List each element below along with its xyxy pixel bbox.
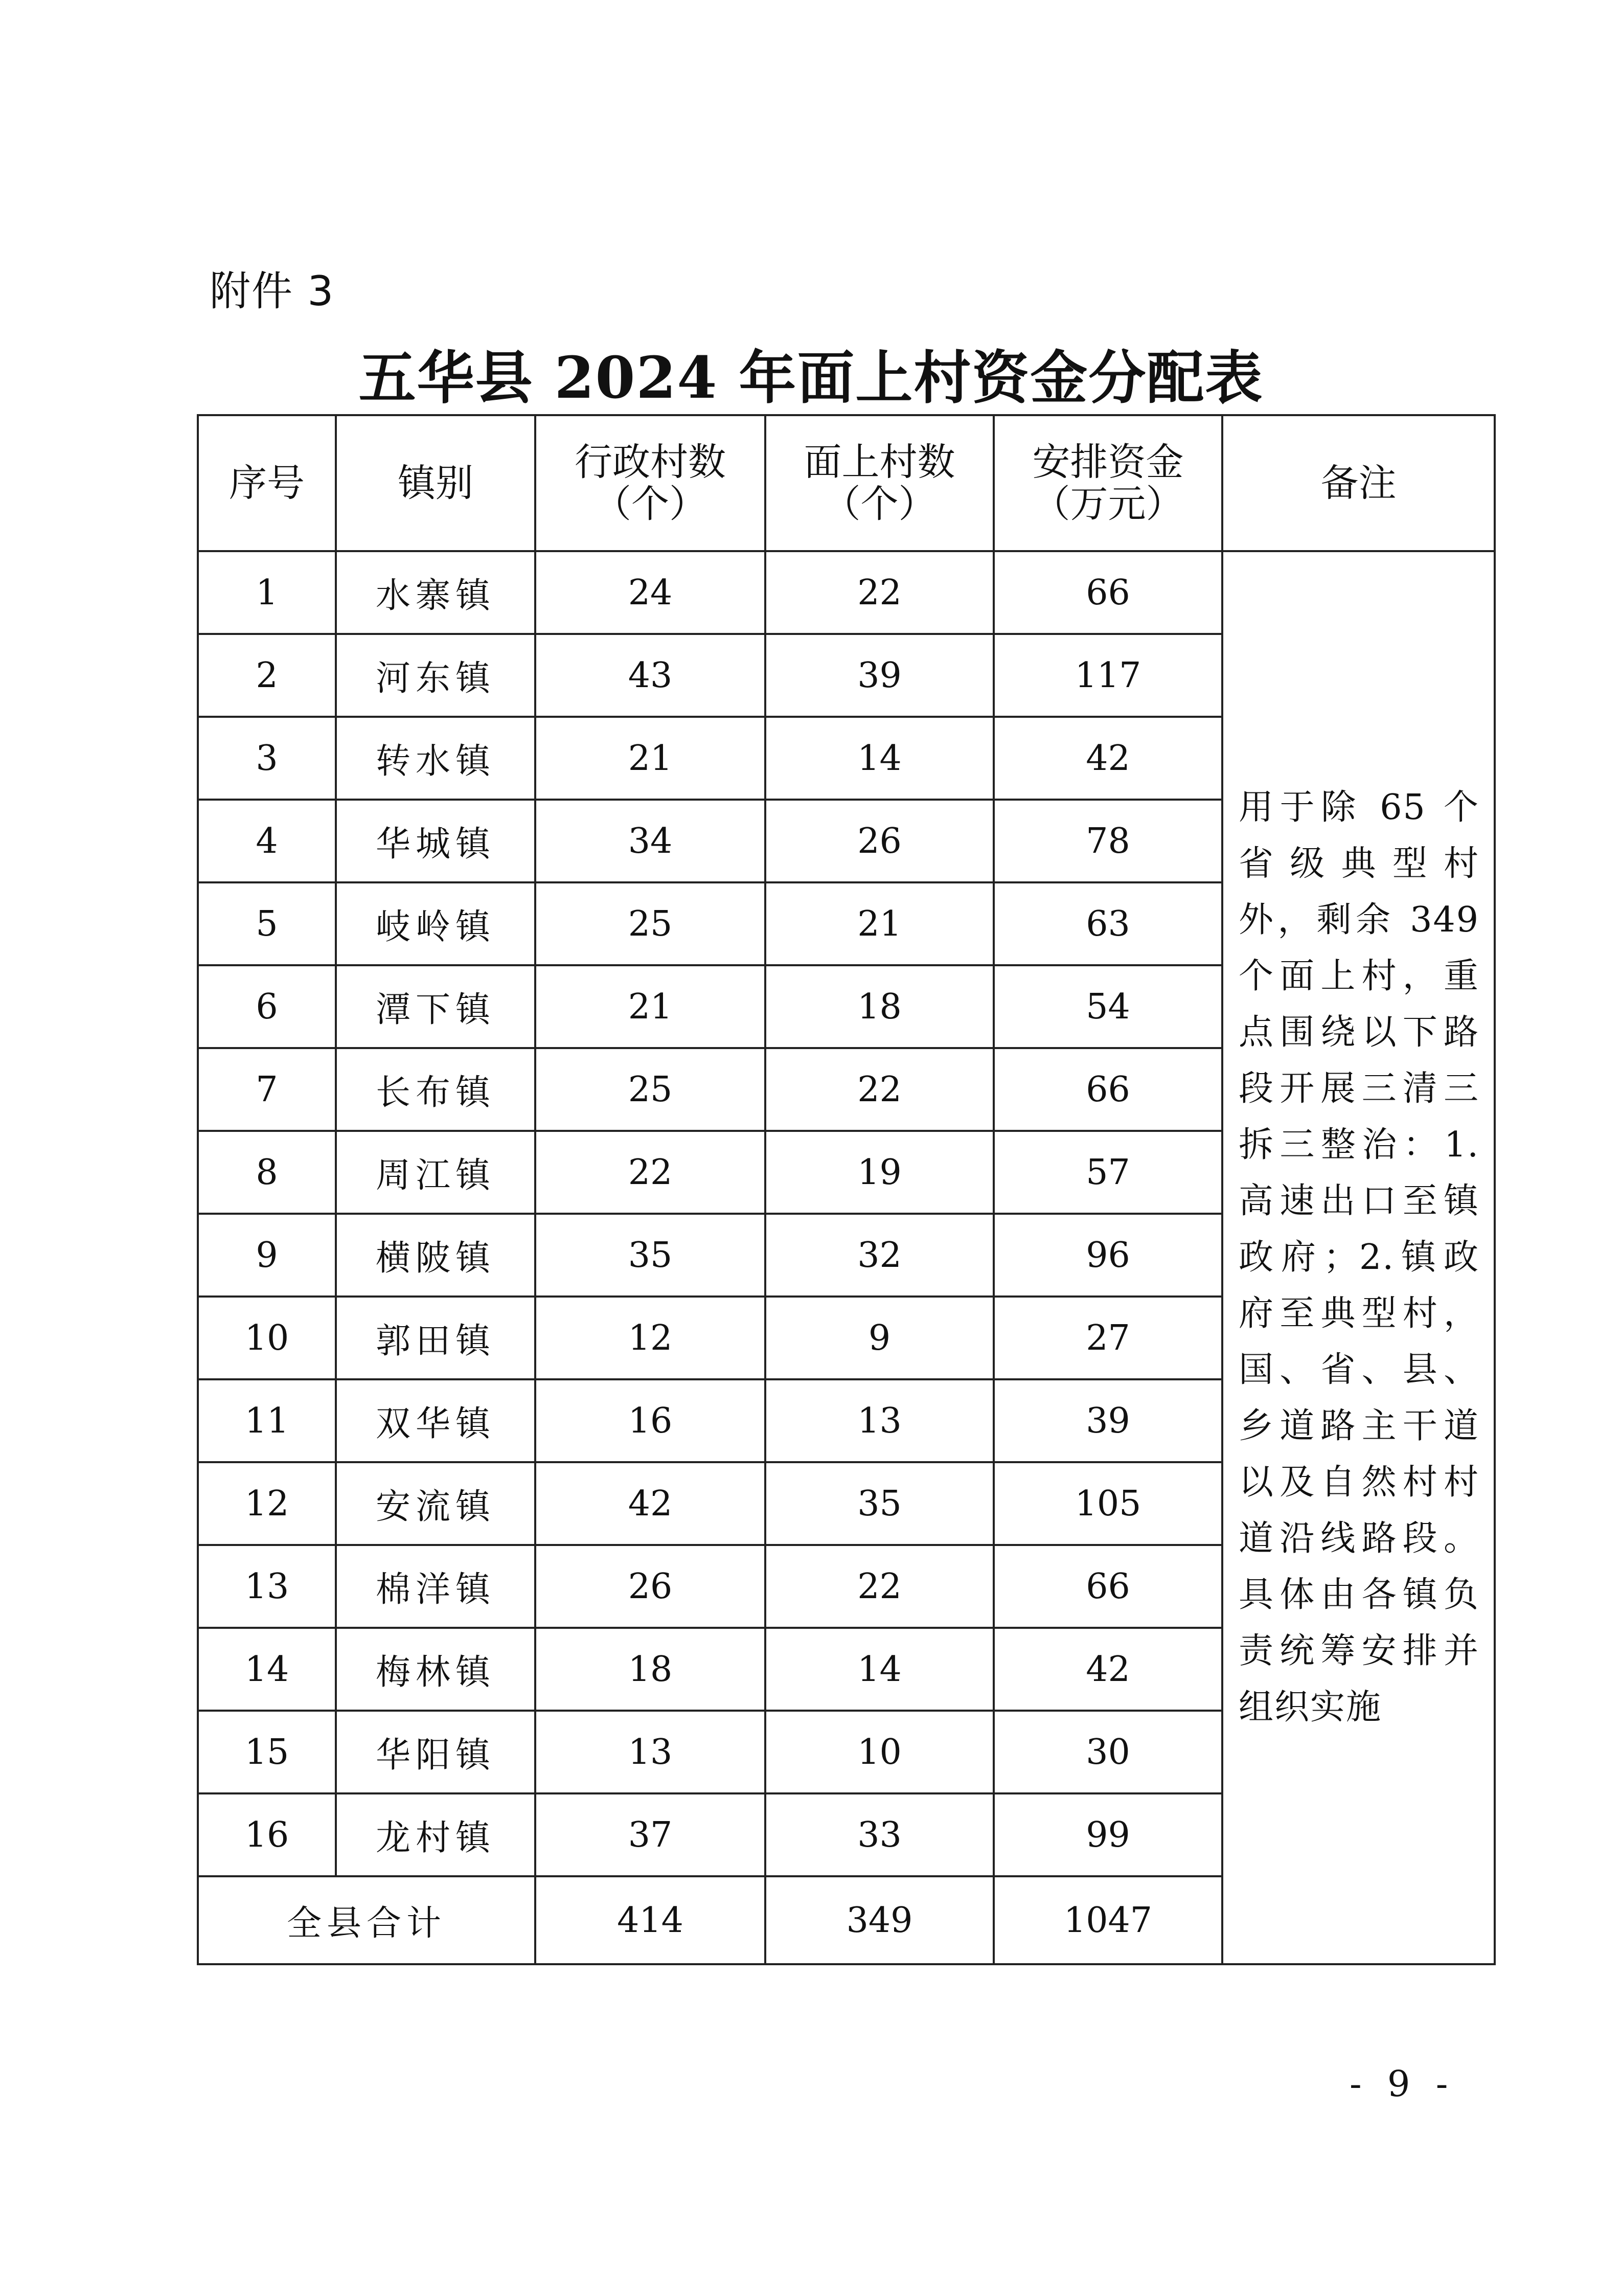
cell-town: 潭下镇 — [336, 965, 535, 1048]
cell-town: 棉洋镇 — [336, 1545, 535, 1628]
header-remarks: 备注 — [1222, 415, 1495, 551]
cell-admin: 24 — [535, 551, 765, 634]
cell-general: 39 — [765, 634, 994, 717]
table-header-row — [198, 415, 1495, 551]
cell-admin: 35 — [535, 1214, 765, 1297]
cell-seq: 9 — [198, 1214, 336, 1297]
cell-general: 14 — [765, 1628, 994, 1711]
cell-seq: 5 — [198, 882, 336, 965]
allocation-table — [197, 414, 1496, 1965]
cell-town: 横陂镇 — [336, 1214, 535, 1297]
cell-funds: 105 — [994, 1462, 1222, 1545]
header-admin-villages-line2: （个） — [593, 482, 707, 526]
cell-town: 河东镇 — [336, 634, 535, 717]
cell-seq: 15 — [198, 1711, 336, 1793]
header-admin-villages — [535, 415, 765, 551]
cell-funds: 66 — [994, 1048, 1222, 1131]
total-label: 全县合计 — [198, 1876, 535, 1964]
cell-seq: 2 — [198, 634, 336, 717]
cell-general: 19 — [765, 1131, 994, 1214]
cell-general: 18 — [765, 965, 994, 1048]
cell-funds: 30 — [994, 1711, 1222, 1793]
cell-funds: 78 — [994, 800, 1222, 882]
cell-funds: 66 — [994, 1545, 1222, 1628]
cell-general: 32 — [765, 1214, 994, 1297]
total-general: 349 — [765, 1876, 994, 1964]
cell-admin: 21 — [535, 717, 765, 800]
cell-general: 10 — [765, 1711, 994, 1793]
cell-town: 水寨镇 — [336, 551, 535, 634]
cell-seq: 16 — [198, 1793, 336, 1876]
document-title: 五华县 2024 年面上村资金分配表 — [358, 345, 1264, 412]
cell-admin: 12 — [535, 1297, 765, 1379]
cell-seq: 10 — [198, 1297, 336, 1379]
cell-seq: 8 — [198, 1131, 336, 1214]
cell-general: 13 — [765, 1379, 994, 1462]
cell-admin: 34 — [535, 800, 765, 882]
cell-funds: 54 — [994, 965, 1222, 1048]
cell-town: 长布镇 — [336, 1048, 535, 1131]
cell-general: 21 — [765, 882, 994, 965]
total-admin: 414 — [535, 1876, 765, 1964]
cell-seq: 14 — [198, 1628, 336, 1711]
header-general-villages-line2: （个） — [823, 482, 936, 526]
cell-general: 22 — [765, 1545, 994, 1628]
cell-town: 周江镇 — [336, 1131, 535, 1214]
cell-town: 转水镇 — [336, 717, 535, 800]
cell-general: 22 — [765, 551, 994, 634]
cell-general: 9 — [765, 1297, 994, 1379]
cell-town: 梅林镇 — [336, 1628, 535, 1711]
header-general-villages — [765, 415, 994, 551]
cell-seq: 11 — [198, 1379, 336, 1462]
cell-admin: 16 — [535, 1379, 765, 1462]
table-row — [198, 551, 1495, 634]
cell-town: 安流镇 — [336, 1462, 535, 1545]
cell-seq: 6 — [198, 965, 336, 1048]
remarks-cell: 用于除 65 个省级典型村外，剩余 349 个面上村，重点围绕以下路段开展三清三拆三整治：1.高速出口至镇政府；2.镇政府至典型村，国、省、县、乡道路主干道以及自然村村道沿线路段。具体由各镇负责统筹安排并组织实施 — [1222, 551, 1495, 1964]
cell-admin: 26 — [535, 1545, 765, 1628]
header-funds-line1: 安排资金 — [1032, 440, 1184, 484]
cell-seq: 1 — [198, 551, 336, 634]
header-funds-line2: （万元） — [1032, 482, 1184, 526]
cell-admin: 43 — [535, 634, 765, 717]
page-number: - 9 - — [1350, 2063, 1455, 2105]
cell-town: 龙村镇 — [336, 1793, 535, 1876]
cell-funds: 117 — [994, 634, 1222, 717]
cell-town: 郭田镇 — [336, 1297, 535, 1379]
cell-general: 26 — [765, 800, 994, 882]
cell-funds: 27 — [994, 1297, 1222, 1379]
cell-admin: 22 — [535, 1131, 765, 1214]
total-funds: 1047 — [994, 1876, 1222, 1964]
cell-funds: 39 — [994, 1379, 1222, 1462]
header-town: 镇别 — [336, 415, 535, 551]
cell-funds: 42 — [994, 1628, 1222, 1711]
cell-general: 33 — [765, 1793, 994, 1876]
cell-funds: 57 — [994, 1131, 1222, 1214]
cell-town: 双华镇 — [336, 1379, 535, 1462]
cell-funds: 42 — [994, 717, 1222, 800]
header-funds — [994, 415, 1222, 551]
cell-general: 22 — [765, 1048, 994, 1131]
header-seq: 序号 — [198, 415, 336, 551]
cell-admin: 21 — [535, 965, 765, 1048]
cell-seq: 7 — [198, 1048, 336, 1131]
cell-seq: 3 — [198, 717, 336, 800]
cell-admin: 42 — [535, 1462, 765, 1545]
cell-funds: 99 — [994, 1793, 1222, 1876]
cell-admin: 25 — [535, 1048, 765, 1131]
header-general-villages-line1: 面上村数 — [804, 440, 955, 484]
cell-funds: 63 — [994, 882, 1222, 965]
cell-admin: 13 — [535, 1711, 765, 1793]
attachment-label: 附件 3 — [210, 267, 335, 315]
cell-town: 华阳镇 — [336, 1711, 535, 1793]
cell-town: 岐岭镇 — [336, 882, 535, 965]
cell-admin: 18 — [535, 1628, 765, 1711]
cell-general: 35 — [765, 1462, 994, 1545]
cell-seq: 13 — [198, 1545, 336, 1628]
cell-seq: 12 — [198, 1462, 336, 1545]
cell-admin: 25 — [535, 882, 765, 965]
cell-town: 华城镇 — [336, 800, 535, 882]
cell-funds: 96 — [994, 1214, 1222, 1297]
header-admin-villages-line1: 行政村数 — [575, 440, 726, 484]
cell-seq: 4 — [198, 800, 336, 882]
cell-general: 14 — [765, 717, 994, 800]
cell-admin: 37 — [535, 1793, 765, 1876]
cell-funds: 66 — [994, 551, 1222, 634]
